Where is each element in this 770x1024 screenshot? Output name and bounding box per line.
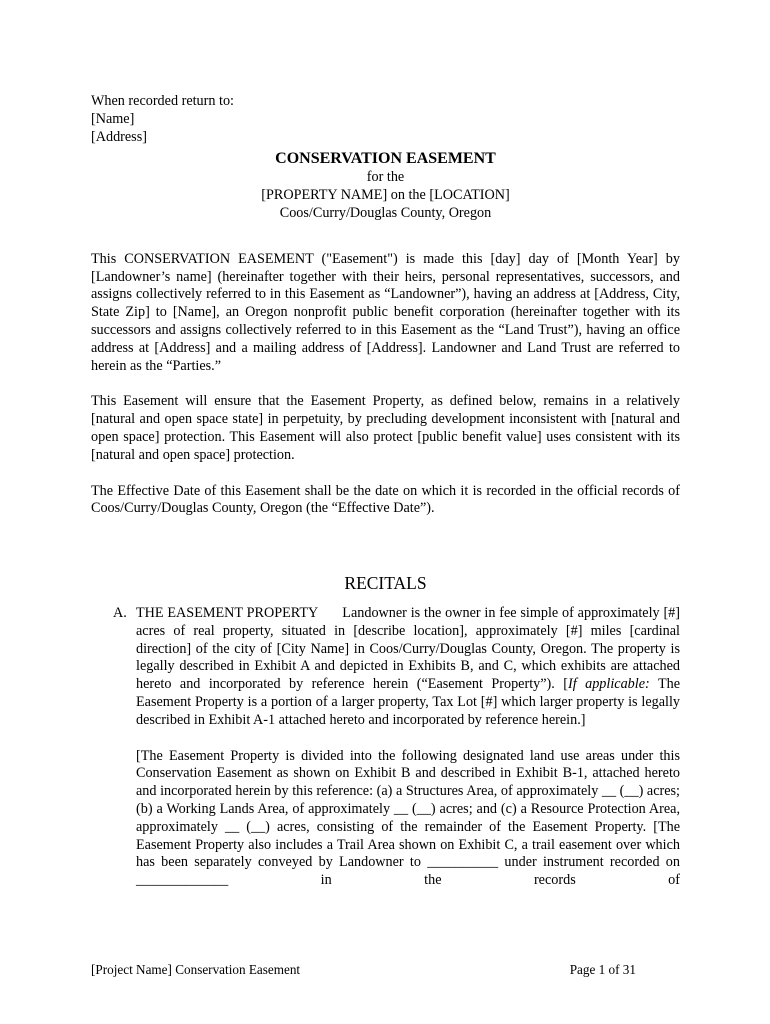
effective-date-paragraph: The Effective Date of this Easement shall be the date on which it is recorded in the official records of Coos/Curry/Douglas County, Oregon (the “Effective Date”). [91, 482, 680, 517]
footer-project-name: [Project Name] Conservation Easement [91, 962, 301, 977]
return-name: [Name] [91, 110, 135, 127]
document-title: CONSERVATION EASEMENT [275, 150, 496, 168]
title-county-line: Coos/Curry/Douglas County, Oregon [279, 204, 492, 221]
purpose-paragraph: This Easement will ensure that the Easement Property, as defined below, remains in a relatively [natural and open space state] in perpetuity, by precluding development inconsistent with [natural and open space] protection. This Easement will also protect [public benefit value] uses consistent with its [natural and open space] protection. [91, 393, 680, 463]
return-address: [Address] [91, 128, 147, 145]
return-address-block [91, 93, 680, 146]
return-instruction: When recorded return to: [91, 93, 234, 109]
recital-text-continued: The Easement Property is a portion of a larger property, Tax Lot [#] which larger property is legally described in Exhibit A-1 attached hereto and incorporated by reference herein.] [136, 676, 681, 728]
recital-text: Landowner is the owner in fee simple of approximately [#] acres of real property, situated in [describe location], approximately [#] miles [cardinal direction] of the city of [City Name] in Coos/Curry/Douglas County, Oregon. The property is legally described in Exhibit A and depicted in Exhibits B, and C, which exhibits are attached hereto and incorporated by reference herein (“Easement Property”). [ [136, 604, 680, 693]
title-block [91, 149, 680, 222]
title-property-line: [PROPERTY NAME] on the [LOCATION] [261, 187, 510, 204]
recital-letter: A. [113, 604, 127, 621]
document-page [91, 93, 680, 890]
land-use-areas-paragraph: [The Easement Property is divided into the following designated land use areas under this Conservation Easement as shown on Exhibit B and described in Exhibit B-1, attached hereto and incorporated herein by this reference: (a) a Structures Area, of approximately __ (__) acres; (b) a Working Lands Area, of approximately __ (__) acres; and (c) a Resource Protection Area, approximately __ (__) acres, consisting of the remainder of the Easement Property. [The Easement Property also includes a Trail Area shown on Exhibit C, a trail easement over which has been separately conveyed by Landowner to __________ under instrument recorded on _____________ in the records of [136, 747, 680, 889]
footer-page-number: Page 1 of 31 [569, 962, 636, 977]
recital-heading: THE EASEMENT PROPERTY [136, 604, 319, 621]
recital-item-a [91, 605, 680, 730]
title-for-line: for the [366, 169, 405, 186]
recitals-heading: RECITALS [344, 573, 427, 594]
recital-italic-note: If applicable: [568, 676, 650, 693]
intro-paragraph: This CONSERVATION EASEMENT ("Easement") is made this [day] day of [Month Year] by [Landowner’s name] (hereinafter together with their heirs, personal representatives, successors, and assigns collectively referred to in this Easement as “Landowner”), having an address at [Address, City, State Zip] to [Name], an Oregon nonprofit public benefit corporation (hereinafter together with its successors and assigns collectively referred to in this Easement as the “Land Trust”), having an office address at [Address] and a mailing address of [Address]. Landowner and Land Trust are referred to herein as the “Parties.” [91, 250, 680, 374]
